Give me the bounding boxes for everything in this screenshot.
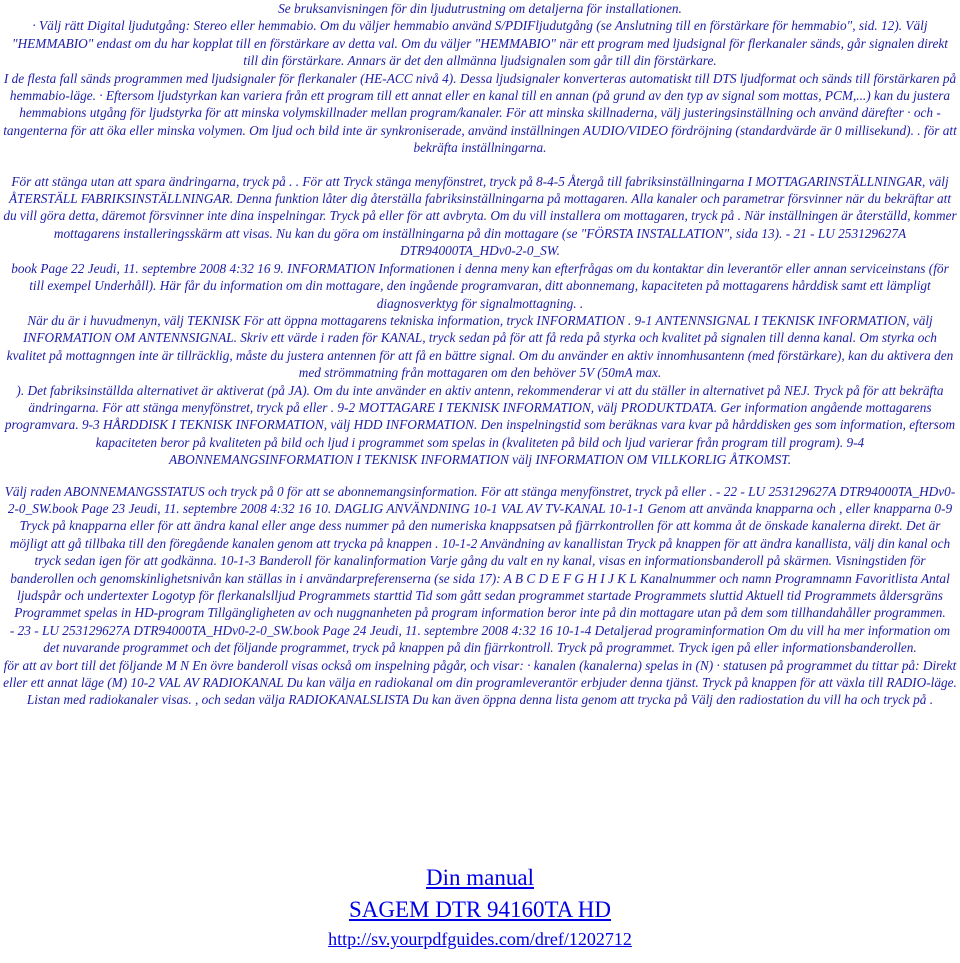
paragraph-antenna-signal: När du är i huvudmenyn, välj TEKNISK För att öppna mottagarens tekniska information, tryck INFORMATION . 9-1 ANTENNSIGNAL I TEKNISK INFORMATION, välj INFORMATION OM ANTENNSIGNAL. Skriv ett värde i raden för KANAL, tryck sedan på för att få reda på styrka och kvalitet på signalen till denna kanal. Om styrka och kvalitet på mottagnngen inte är tillräcklig, måste du justera antennen för att få en bättre signal. Om du använder en aktiv innomhusantenn (med förstärkare), kan du aktivera den med strömmatning från mottagaren om den behöver 5V (50mA max. — [6, 312, 954, 381]
paragraph-factory-reset: För att stänga utan att spara ändringarna, tryck på . . För att Tryck stänga menyfönstret, tryck på 8-4-5 Återgå till fabriksinställningarna I MOTTAGARINSTÄLLNINGAR, välj ÅTERSTÄLL FABRIKSINSTÄLLNINGAR. Denna funktion låter dig återställa fabriksinställningarna på mottagaren. Alla kanaler och parametrar försvinner när du bekräftar att du vill göra detta, däremot försvinner inte dina inspelningar. Tryck på eller för att avbryta. Om du vill installera om mottagaren, tryck på . När inställningen är återställd, kommer mottagarens installeringsskärm att visas. Nu kan du göra om inställningarna på din mottagare (se "FÖRSTA INSTALLATION", sida 13). - 21 - LU 253129627A DTR94000TA_HDv0-2-0_SW. — [3, 173, 957, 259]
paragraph-intro: Se bruksanvisningen för din ljudutrustning om detaljerna för installationen. — [278, 1, 682, 16]
model-link[interactable]: SAGEM DTR 94160TA HD — [348, 897, 612, 922]
paragraph-multichannel: I de flesta fall sänds programmen med ljudsignaler för flerkanaler (HE-ACC nivå 4). Dessa ljudsignaler konverteras automatiskt till DTS ljudformat och sänds till förstärkaren på hemmabio-läge. · Eftersom ljudstyrkan kan variera från ett program till ett annat eller en kanal till en annan (på grund av den typ av signal som mottas, PCM,...) kan du justera hemmabions utgång för ljudstyrka för att minska volymskillnader mellan program/kanaler. För att minska skillnaderna, välj justeringsinställning och använd därefter · och - tangenterna för att öka eller minska volymen. Om ljud och bild inte är synkroniserade, använd inställningen AUDIO/VIDEO fördröjning (standardvärde är 0 millisekund). . för att bekräfta inställningarna. — [3, 70, 957, 156]
spacer — [0, 157, 960, 173]
paragraph-information: book Page 22 Jeudi, 11. septembre 2008 4:32 16 9. INFORMATION Informationen i denna meny kan efterfrågas om du kontaktar din leverantör eller annan serviceinstans (för till exempel Underhåll). Här får du information om din mottagare, den ingående programvaran, ditt abonnemang, kapaciteten på mottagarens hårddisk samt ett lämpligt diagnosverktyg för signalmottagning. . — [11, 260, 949, 311]
paragraph-program-info: - 23 - LU 253129627A DTR94000TA_HDv0-2-0_SW.book Page 24 Jeudi, 11. septembre 2008 4:32 16 10-1-4 Detaljerad programinformation Om du vill ha mer information om det nuvarande programmet och det följande programmet, tryck på knappen på din fjärrkontroll. Tryck på programmet. Tryck igen på eller informationsbanderollen. — [9, 622, 951, 656]
footer-links — [0, 862, 960, 952]
paragraph-digital-audio: · Välj rätt Digital ljudutgång: Stereo eller hemmabio. Om du väljer hemmabio använd S/PDIFljudutgång (se Anslutning till en förstärkare för hemmabio", sid. 12). Välj "HEMMABIO" endast om du har kopplat till en förstärkare av detta val. Om du väljer "HEMMABIO" när ett program med ljudsignal för flerkanaler sänds, går signalen direkt till din förstärkare. Annars är det den allmänna ljudsignalen som går till din förstärkare. — [11, 18, 948, 69]
paragraph-radio-channel: för att av bort till det följande M N En övre banderoll visas också om inspelning pågår, och visar: · kanalen (kanalerna) spelas in (N) · statusen på programmet du tittar på: Direkt eller ett annat läge (M) 10-2 VAL AV RADIOKANAL Du kan välja en radiokanal om din programleverantör erbjuder denna tjänst. Tryck på knappen för att växla till RADIO-läge. Listan med radiokanaler visas. , och sedan välja RADIOKANALSLISTA Du kan även öppna denna lista genom att trycka på Välj den radiostation du vill ha och tryck på . — [3, 657, 957, 708]
paragraph-technical-info: ). Det fabriksinställda alternativet är aktiverat (på JA). Om du inte använder en aktiv antenn, rekommenderar vi att du ställer in alternativet på NEJ. Tryck på för att bekräfta ändringarna. För att stänga menyfönstret, tryck på eller . 9-2 MOTTAGARE I TEKNISK INFORMATION, välj PRODUKTDATA. Ger information angående mottagarens programvara. 9-3 HÅRDDISK I TEKNISK INFORMATION, välj HDD INFORMATION. Den inspelningstid som beräknas vara kvar på hårddisken ges som information, eftersom kapaciteten beror på kvaliteten på bild och ljud i programmet som spelas in (kvaliteten på bild och ljud varierar från program till program). 9-4 ABONNEMANGSINFORMATION I TEKNISK INFORMATION välj INFORMATION OM VILLKORLIG ÅTKOMST. — [4, 382, 956, 468]
spacer — [0, 469, 960, 483]
manual-link[interactable]: Din manual — [426, 865, 534, 890]
url-link[interactable]: http://sv.yourpdfguides.com/dref/1202712 — [328, 929, 632, 949]
paragraph-daily-use: Välj raden ABONNEMANGSSTATUS och tryck på 0 för att se abonnemangsinformation. För att stänga menyfönstret, tryck på eller . - 22 - LU 253129627A DTR94000TA_HDv0-2-0_SW.book Page 23 Jeudi, 11. septembre 2008 4:32 16 10. DAGLIG ANVÄNDNING 10-1 VAL AV TV-KANAL 10-1-1 Genom att använda knapparna och , eller knapparna 0-9 Tryck på knapparna eller för att ändra kanal eller ange dess nummer på den numeriska knappsatsen på fjärrkontrollen för att komma åt de önskade kanalerna direkt. Det är möjligt att gå tillbaka till den föregående kanalen genom att trycka på knappen . 10-1-2 Användning av kanallistan Tryck på knappen för att ändra kanallista, välj din kanal och tryck sedan igen för att godkänna. 10-1-3 Banderoll för kanalinformation Varje gång du valt en ny kanal, visas en informationsbanderoll på skärmen. Visningstiden för banderollen och genomskinlighetsnivån kan ställas in i användarpreferenserna (se sida 17): A B C D E F G H I J K L Kanalnummer och namn Programnamn Favoritlista Antal ljudspår och undertexter Logotyp för flerkanalslljud Programmets starttid Tid som gått sedan programmet startade Programmets sluttid Aktuell tid Programmets åldersgräns Programmet spelas in HD-program Tillgängligheten av och nuggnanheten på program information beror inte på din mottagare utan på dem som tillhandahåller programmen. — [4, 483, 956, 621]
